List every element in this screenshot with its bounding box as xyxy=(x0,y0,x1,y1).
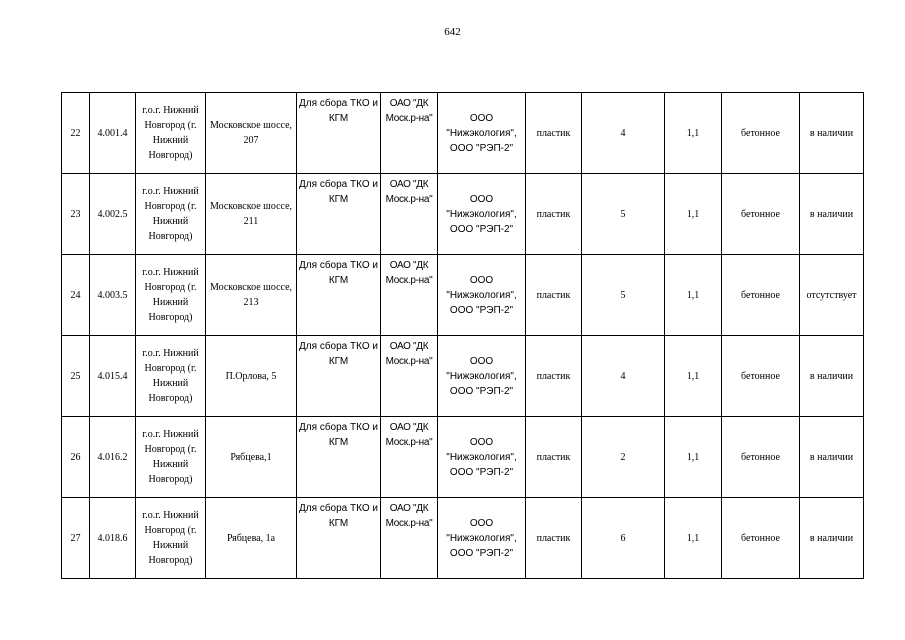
cell-purpose: Для сбора ТКО и КГМ xyxy=(297,498,381,579)
cell-row-number: 25 xyxy=(62,336,90,417)
cell-operator: ООО "Нижэкология", ООО "РЭП-2" xyxy=(438,417,526,498)
cell-container-count: 5 xyxy=(582,174,665,255)
cell-municipality: г.о.г. Нижний Новгород (г. Нижний Новгород) xyxy=(136,255,206,336)
cell-container-material: пластик xyxy=(526,498,582,579)
cell-site-code: 4.002.5 xyxy=(90,174,136,255)
cell-fence-status: в наличии xyxy=(800,174,864,255)
table-row xyxy=(62,498,864,579)
cell-purpose: Для сбора ТКО и КГМ xyxy=(297,336,381,417)
cell-container-count: 4 xyxy=(582,336,665,417)
cell-operator: ООО "Нижэкология", ООО "РЭП-2" xyxy=(438,174,526,255)
cell-site-code: 4.016.2 xyxy=(90,417,136,498)
cell-address: П.Орлова, 5 xyxy=(206,336,297,417)
cell-fence-status: в наличии xyxy=(800,93,864,174)
cell-container-material: пластик xyxy=(526,174,582,255)
table-row xyxy=(62,255,864,336)
cell-row-number: 24 xyxy=(62,255,90,336)
cell-municipality: г.о.г. Нижний Новгород (г. Нижний Новгород) xyxy=(136,93,206,174)
cell-fence-status: в наличии xyxy=(800,336,864,417)
waste-sites-table xyxy=(61,92,864,579)
cell-container-material: пластик xyxy=(526,93,582,174)
cell-row-number: 22 xyxy=(62,93,90,174)
cell-container-volume: 1,1 xyxy=(665,255,722,336)
cell-container-volume: 1,1 xyxy=(665,498,722,579)
cell-surface-type: бетонное xyxy=(722,336,800,417)
cell-site-code: 4.003.5 xyxy=(90,255,136,336)
cell-owner: ОАО "ДК Моск.р-на" xyxy=(381,93,438,174)
cell-address: Московское шоссе, 211 xyxy=(206,174,297,255)
cell-row-number: 23 xyxy=(62,174,90,255)
cell-municipality: г.о.г. Нижний Новгород (г. Нижний Новгород) xyxy=(136,417,206,498)
cell-municipality: г.о.г. Нижний Новгород (г. Нижний Новгород) xyxy=(136,174,206,255)
cell-container-material: пластик xyxy=(526,417,582,498)
cell-address: Рябцева,1 xyxy=(206,417,297,498)
table-row xyxy=(62,336,864,417)
cell-surface-type: бетонное xyxy=(722,93,800,174)
cell-site-code: 4.001.4 xyxy=(90,93,136,174)
cell-surface-type: бетонное xyxy=(722,498,800,579)
cell-container-material: пластик xyxy=(526,336,582,417)
cell-address: Рябцева, 1а xyxy=(206,498,297,579)
cell-row-number: 27 xyxy=(62,498,90,579)
cell-purpose: Для сбора ТКО и КГМ xyxy=(297,93,381,174)
cell-container-count: 2 xyxy=(582,417,665,498)
cell-owner: ОАО "ДК Моск.р-на" xyxy=(381,417,438,498)
cell-site-code: 4.018.6 xyxy=(90,498,136,579)
cell-owner: ОАО "ДК Моск.р-на" xyxy=(381,336,438,417)
cell-surface-type: бетонное xyxy=(722,174,800,255)
cell-row-number: 26 xyxy=(62,417,90,498)
cell-municipality: г.о.г. Нижний Новгород (г. Нижний Новгород) xyxy=(136,336,206,417)
cell-address: Московское шоссе, 213 xyxy=(206,255,297,336)
cell-owner: ОАО "ДК Моск.р-на" xyxy=(381,174,438,255)
page-number: 642 xyxy=(444,26,461,38)
cell-owner: ОАО "ДК Моск.р-на" xyxy=(381,255,438,336)
cell-owner: ОАО "ДК Моск.р-на" xyxy=(381,498,438,579)
cell-operator: ООО "Нижэкология", ООО "РЭП-2" xyxy=(438,93,526,174)
table-row xyxy=(62,417,864,498)
cell-container-volume: 1,1 xyxy=(665,417,722,498)
cell-container-volume: 1,1 xyxy=(665,93,722,174)
cell-fence-status: отсутствует xyxy=(800,255,864,336)
cell-operator: ООО "Нижэкология", ООО "РЭП-2" xyxy=(438,255,526,336)
cell-municipality: г.о.г. Нижний Новгород (г. Нижний Новгород) xyxy=(136,498,206,579)
cell-container-material: пластик xyxy=(526,255,582,336)
table-row xyxy=(62,174,864,255)
cell-container-count: 5 xyxy=(582,255,665,336)
table-row xyxy=(62,93,864,174)
cell-surface-type: бетонное xyxy=(722,255,800,336)
cell-purpose: Для сбора ТКО и КГМ xyxy=(297,417,381,498)
cell-purpose: Для сбора ТКО и КГМ xyxy=(297,255,381,336)
cell-surface-type: бетонное xyxy=(722,417,800,498)
cell-container-count: 4 xyxy=(582,93,665,174)
cell-container-volume: 1,1 xyxy=(665,174,722,255)
cell-container-volume: 1,1 xyxy=(665,336,722,417)
cell-purpose: Для сбора ТКО и КГМ xyxy=(297,174,381,255)
cell-site-code: 4.015.4 xyxy=(90,336,136,417)
cell-operator: ООО "Нижэкология", ООО "РЭП-2" xyxy=(438,336,526,417)
cell-address: Московское шоссе, 207 xyxy=(206,93,297,174)
cell-fence-status: в наличии xyxy=(800,498,864,579)
cell-container-count: 6 xyxy=(582,498,665,579)
cell-operator: ООО "Нижэкология", ООО "РЭП-2" xyxy=(438,498,526,579)
cell-fence-status: в наличии xyxy=(800,417,864,498)
table-body xyxy=(62,93,864,579)
